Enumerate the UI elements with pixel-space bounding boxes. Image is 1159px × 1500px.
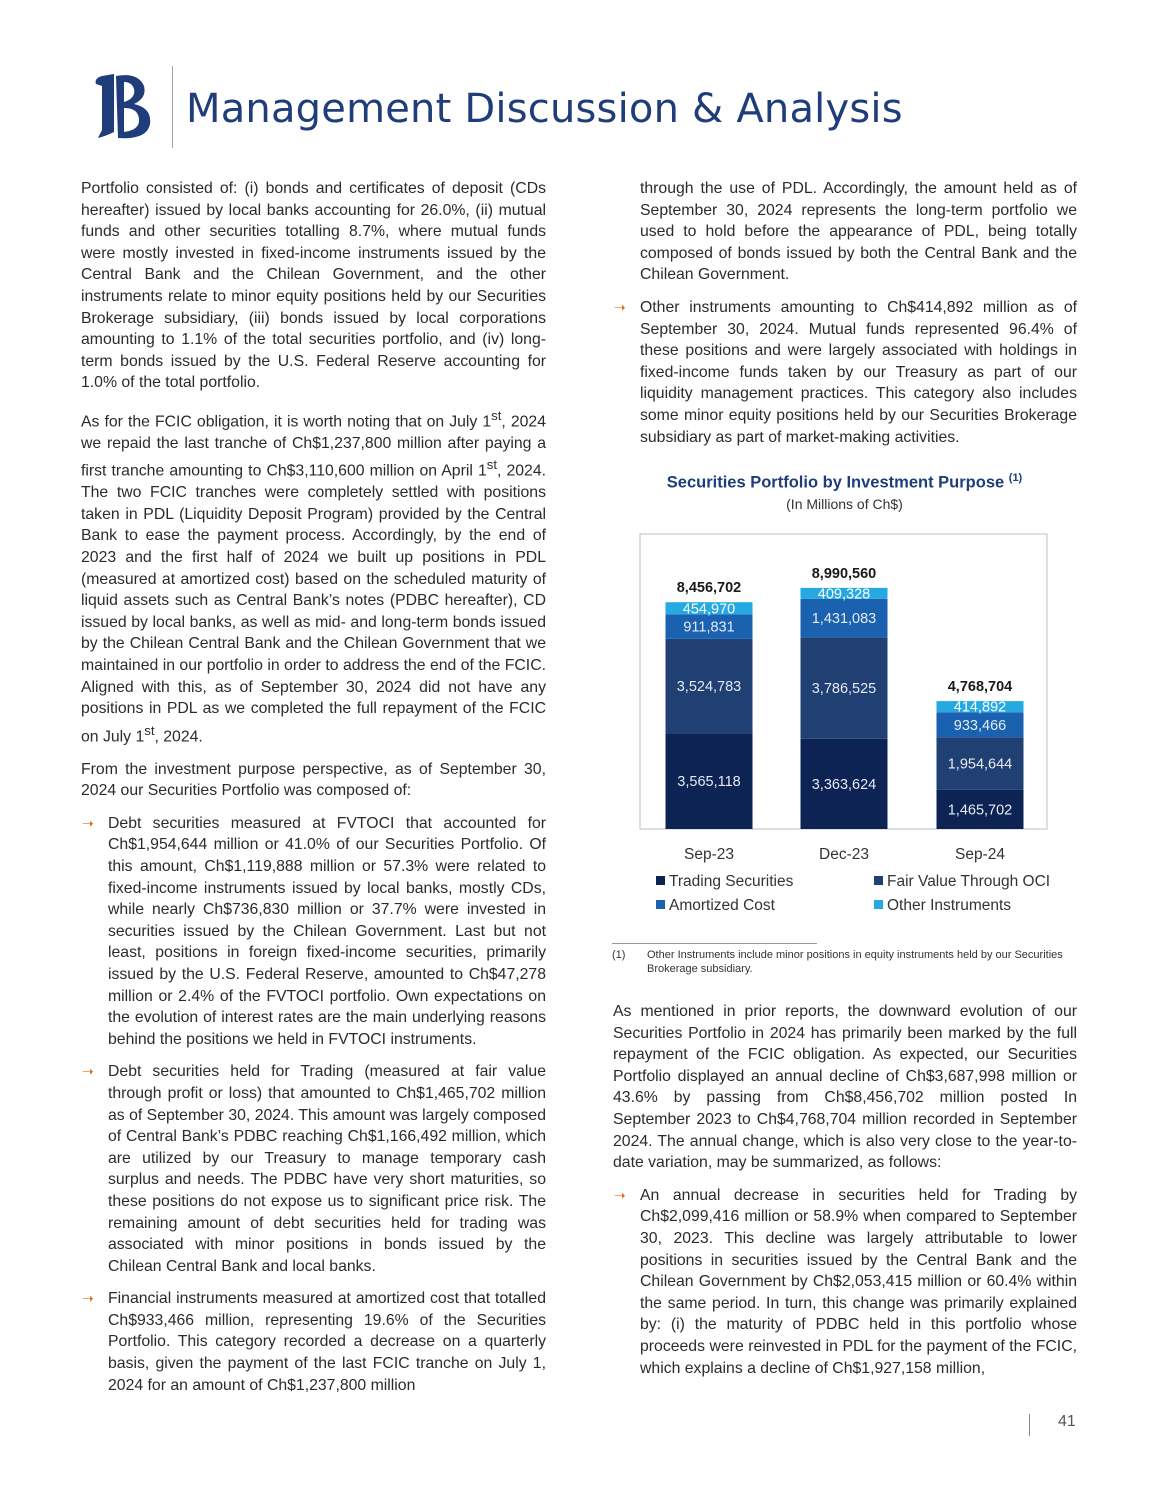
- list-item: [81, 1288, 546, 1396]
- legend-swatch: [656, 876, 665, 885]
- legend-swatch: [874, 900, 883, 909]
- page-number: 41: [1058, 1413, 1076, 1430]
- data-label: 911,831: [683, 619, 735, 636]
- page-title: Management Discussion & Analysis: [186, 86, 903, 132]
- bullet-text: Other instruments amounting to Ch$414,892 million as of September 30, 2024. Mutual funds represented 96.4% of these positions and were largely associated with holdings in fixed-income funds taken by our Treasury as part of our liquidity management practices. This category also includes some minor equity positions held by our Securities Brokerage subsidiary as part of market-making activities.: [640, 298, 1077, 446]
- chart-title-note: (1): [1008, 472, 1023, 484]
- bullet-text: Debt securities held for Trading (measured at fair value through profit or loss) that amounted to Ch$1,465,702 million as of September 30, 2024. This amount was largely composed of Central Bank’s PDBC reaching Ch$1,166,492 million, which are utilized by our Treasury to manage temporary cash surplus and needs. The PDBC have very short maturities, so these positions do not expose us to significant price risk. The remaining amount of debt securities held for trading was associated with minor positions in bonds issued by the Chilean Central Bank and local banks.: [108, 1063, 546, 1275]
- chart-title-text: Securities Portfolio by Investment Purpose: [666, 473, 1005, 492]
- paragraph-downward-evolution: As mentioned in prior reports, the downward evolution of our Securities Portfolio in 2024 has primarily been marked by the full repayment of the FCIC obligation. As expected, our Securities Portfolio displayed an annual decline of Ch$3,687,998 million or 43.6% by passing from Ch$8,456,702 million posted In September 2023 to Ch$4,768,704 million recorded in September 2024. The annual change, which is also very close to the year-to-date variation, may be summarized, as follows:: [613, 1003, 1077, 1172]
- fcic-sup-1: st: [491, 407, 502, 423]
- x-tick-label: Sep-23: [684, 846, 734, 863]
- data-label: 1,431,083: [811, 611, 877, 628]
- fcic-sup-2: st: [486, 457, 497, 473]
- paragraph-fcic: [81, 405, 546, 748]
- data-label: 3,363,624: [811, 776, 877, 793]
- right-column-top: [613, 178, 1077, 459]
- list-item: [81, 813, 546, 1051]
- bullet-text: Financial instruments measured at amortized cost that totalled Ch$933,466 million, representing 19.6% of the Securities Portfolio. This category recorded a decrease on a quarterly basis, given the payment of the last FCIC tranche on July 1, 2024 for an amount of Ch$1,237,800 million: [108, 1290, 546, 1394]
- bullet-text: Debt securities measured at FVTOCI that accounted for Ch$1,954,644 million or 41.0% of our Securities Portfolio. Of this amount, Ch$1,119,888 million or 57.3% were related to fixed-income instruments issued by local banks, mostly CDs, while nearly Ch$736,830 million or 37.7% were invested in securities issued by the Chilean Government. Last but not least, positions in foreign fixed-income securities, primarily issued by the U.S. Federal Reserve, amounted to Ch$47,278 million or 2.4% of the FVTOCI portfolio. Own expectations on the evolution of interest rates are the main underlying reasons behind the positions we held in FVTOCI instruments.: [108, 814, 546, 1048]
- other-instruments-list: [613, 297, 1077, 448]
- legend-swatch: [656, 900, 665, 909]
- data-label: 1,465,702: [947, 802, 1013, 819]
- annual-change-list: [613, 1185, 1077, 1379]
- footnote-text: Other Instruments include minor positions in equity instruments held by our Securities Brokerage subsidiary.: [647, 949, 1063, 975]
- logo-letter: B: [122, 130, 123, 131]
- legend-swatch: [874, 876, 883, 885]
- list-item: [613, 297, 1077, 448]
- footer-divider: [1029, 1414, 1030, 1436]
- data-label: 454,970: [682, 601, 736, 618]
- arrow-bullet-icon: ➝: [82, 1290, 94, 1307]
- list-item: [613, 1185, 1077, 1379]
- data-label: 409,328: [817, 586, 871, 603]
- fcic-text-4: , 2024.: [154, 728, 203, 746]
- x-tick-label: Sep-24: [955, 846, 1005, 863]
- chart-subtitle: (In Millions of Ch$): [786, 496, 903, 512]
- data-label: 1,954,644: [947, 756, 1013, 773]
- data-label: 414,892: [953, 699, 1007, 716]
- arrow-bullet-icon: ➝: [82, 814, 94, 831]
- bullet-continuation: through the use of PDL. Accordingly, the amount held as of September 30, 2024 represents the long-term portfolio we used to hold before the appearance of PDL, being totally composed of bonds issued by both the Central Bank and the Chilean Government.: [640, 180, 1077, 284]
- paragraph-portfolio-composition: Portfolio consisted of: (i) bonds and certificates of deposit (CDs hereafter) issued by local banks accounting for 26.0%, (ii) mutual funds and other securities totalling 8.7%, where mutual funds were mostly invested in fixed-income instruments issued by the Central Bank and the Chilean Government, and the other instruments relate to minor equity positions held by our Securities Brokerage subsidiary, (iii) bonds issued by local corporations amounting to 1.1% of the total securities portfolio, and (iv) long-term bonds issued by the U.S. Federal Reserve accounting for 1.0% of the total portfolio.: [81, 180, 546, 392]
- bullet-text: An annual decrease in securities held for Trading by Ch$2,099,416 million or 58.9% when compared to September 30, 2023. This decline was largely attributable to lower positions in securities issued by the Central Bank and the Chilean Government by Ch$2,053,415 million or 60.4% within the same period. In turn, this change was primarily explained by: (i) the maturity of PDBC held in this portfolio whose proceeds were reinvested in PDL for the payment of the FCIC, which explains a decline of Ch$1,927,158 million,: [640, 1186, 1077, 1377]
- footnote-mark: (1): [612, 949, 626, 961]
- chart-title: [612, 472, 1077, 493]
- total-label: 8,990,560: [811, 565, 877, 582]
- list-item: [81, 1061, 546, 1277]
- arrow-bullet-icon: ➝: [82, 1063, 94, 1080]
- right-column-bottom: [613, 1001, 1077, 1390]
- chart-footnote: [612, 948, 1072, 976]
- data-label: 3,524,783: [676, 679, 742, 696]
- data-label: 3,565,118: [677, 774, 741, 791]
- stacked-bar-chart: [608, 520, 1078, 930]
- data-label: 933,466: [953, 717, 1007, 734]
- arrow-bullet-icon: ➝: [614, 1186, 626, 1203]
- total-label: 4,768,704: [947, 679, 1013, 696]
- fcic-sup-3: st: [144, 722, 155, 738]
- header-divider: [172, 66, 173, 148]
- legend-label: Other Instruments: [887, 897, 1012, 914]
- fcic-text-3: , 2024. The two FCIC tranches were completely settled with positions taken in PDL (Liquidity Deposit Program) provided by the Central Bank to ease the payment process. Accordingly, by the end of 2023 and the first half of 2024 we built up positions in PDL (measured at amortized cost) based on the scheduled maturity of liquid assets such as Central Bank’s notes (PDBC hereafter), CD issued by local banks, as well as mid- and long-term bonds issued by the Chilean Central Bank and the Chilean Government that we maintained in our portfolio in order to address the end of the FCIC. Aligned with this, as of September 30, 2024 did not have any positions in PDL as we completed the full repayment of the FCIC on July 1: [81, 462, 546, 746]
- legend-label: Amortized Cost: [669, 897, 775, 914]
- total-label: 8,456,702: [676, 580, 742, 597]
- fcic-text-1: As for the FCIC obligation, it is worth noting that on July 1: [81, 413, 492, 431]
- arrow-bullet-icon: ➝: [614, 298, 626, 315]
- legend-label: Fair Value Through OCI: [887, 873, 1051, 890]
- company-logo: [92, 72, 156, 142]
- footnote-divider: [612, 943, 817, 944]
- left-column: [81, 178, 546, 1407]
- legend-label: Trading Securities: [669, 873, 794, 890]
- x-tick-label: Dec-23: [819, 846, 869, 863]
- data-label: 3,786,525: [811, 681, 877, 698]
- fcic-text-2: , 2024 we repaid the last tranche of Ch$1,237,800 million after paying a first tranche amounting to Ch$3,110,600 million on April 1: [81, 413, 546, 480]
- logo-emblem: [92, 72, 156, 142]
- paragraph-investment-purpose: From the investment purpose perspective, as of September 30, 2024 our Securities Portfolio was composed of:: [81, 760, 546, 800]
- investment-purpose-list: [81, 813, 546, 1396]
